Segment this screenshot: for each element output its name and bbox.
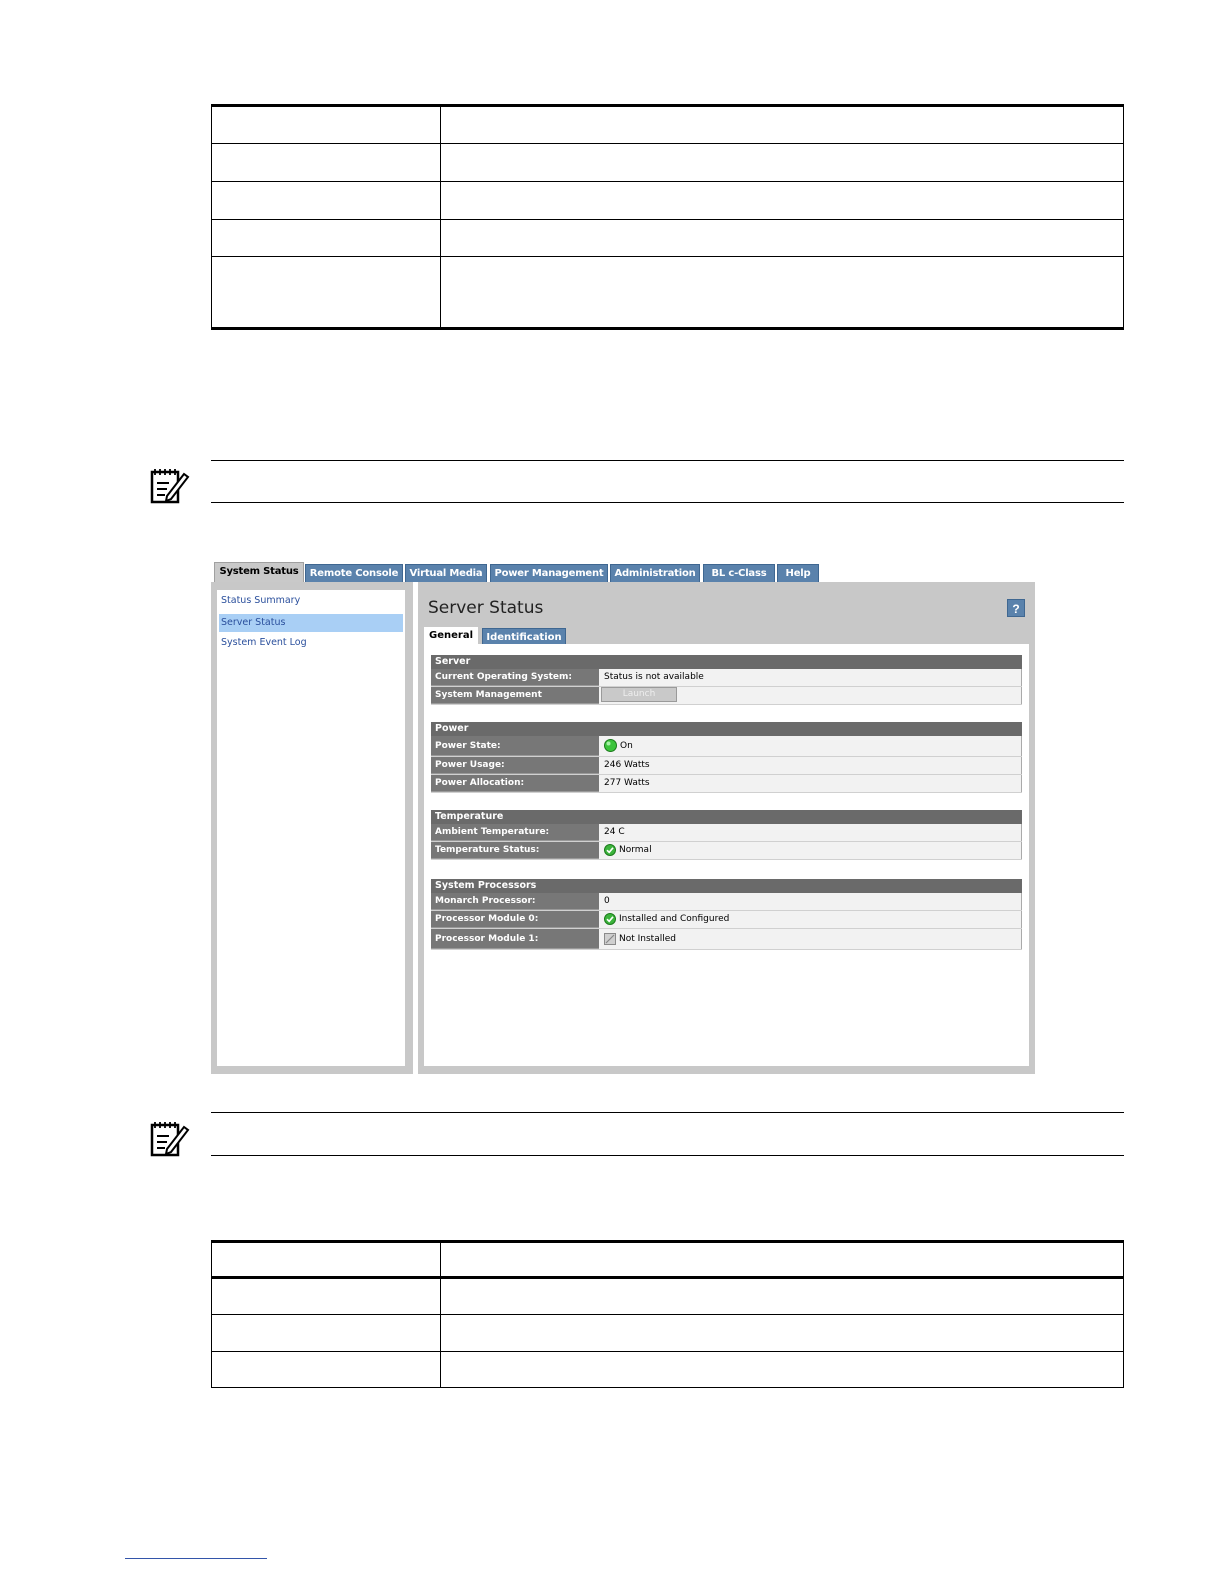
row-label: Temperature Status: <box>431 842 599 859</box>
table-row <box>431 893 1022 911</box>
main-panel <box>418 582 1035 1074</box>
status-content <box>424 644 1029 1066</box>
temperature-status-value: Normal <box>619 845 652 855</box>
processor-0-value: Installed and Configured <box>619 914 730 924</box>
table-row <box>431 757 1022 775</box>
row-label: System Management Homepage: <box>431 687 599 704</box>
tab-remote-console[interactable]: Remote Console <box>305 564 403 582</box>
note-rule-bottom <box>211 502 1124 503</box>
section-header: Temperature <box>431 810 1022 824</box>
table-row <box>212 182 1124 220</box>
row-value: 24 C <box>599 824 1022 841</box>
table-row <box>212 1352 1124 1388</box>
tab-virtual-media[interactable]: Virtual Media <box>405 564 487 582</box>
section-header: Server <box>431 655 1022 669</box>
row-value <box>599 842 1022 859</box>
note-rule-bottom <box>211 1155 1124 1156</box>
row-value <box>599 911 1022 928</box>
row-value <box>599 736 1022 756</box>
table-row <box>431 775 1022 793</box>
section-header: Power <box>431 722 1022 736</box>
check-icon <box>604 844 616 856</box>
not-installed-icon <box>604 933 616 945</box>
table-row <box>431 842 1022 860</box>
row-label: Current Operating System: <box>431 669 599 686</box>
power-on-icon <box>604 739 617 752</box>
row-value <box>599 929 1022 949</box>
footer-link-underline <box>125 1558 267 1559</box>
row-value <box>599 687 1022 704</box>
launch-button[interactable]: Launch <box>601 687 677 702</box>
tab-help[interactable]: Help <box>777 564 819 582</box>
left-nav-list <box>217 590 405 1066</box>
server-section <box>431 655 1022 717</box>
table-row <box>431 824 1022 842</box>
table-row <box>212 1242 1124 1278</box>
row-label: Monarch Processor: <box>431 893 599 910</box>
row-label: Ambient Temperature: <box>431 824 599 841</box>
table-row <box>212 106 1124 144</box>
tab-general[interactable]: General <box>424 627 478 645</box>
note-icon <box>150 466 190 506</box>
server-status-screenshot <box>211 560 1035 1075</box>
table-row <box>431 687 1022 717</box>
nav-system-event-log[interactable]: System Event Log <box>221 637 307 648</box>
row-label: Processor Module 0: <box>431 911 599 928</box>
power-section <box>431 722 1022 793</box>
note-icon <box>150 1119 190 1159</box>
table-row <box>212 257 1124 329</box>
row-label: Power Usage: <box>431 757 599 774</box>
table-row <box>212 220 1124 257</box>
check-icon <box>604 913 616 925</box>
row-label: Power Allocation: <box>431 775 599 792</box>
tab-power-management[interactable]: Power Management <box>490 564 608 582</box>
row-value: 277 Watts <box>599 775 1022 792</box>
table-row <box>431 736 1022 757</box>
row-value: 0 <box>599 893 1022 910</box>
left-nav-panel <box>211 582 413 1074</box>
top-table <box>211 104 1124 330</box>
row-label: Power State: <box>431 736 599 756</box>
table-row <box>212 144 1124 182</box>
table-row <box>212 1315 1124 1352</box>
note-rule-top <box>211 1112 1124 1113</box>
processor-1-value: Not Installed <box>619 934 676 944</box>
row-value: Status is not available <box>599 669 1022 686</box>
tab-bl-c-class[interactable]: BL c-Class <box>703 564 775 582</box>
page-title: Server Status <box>428 598 544 618</box>
nav-status-summary[interactable]: Status Summary <box>221 595 301 606</box>
table-row <box>212 1278 1124 1315</box>
table-row <box>431 911 1022 929</box>
temperature-section <box>431 810 1022 860</box>
processors-section <box>431 879 1022 950</box>
tab-identification[interactable]: Identification <box>482 628 566 645</box>
section-header: System Processors <box>431 879 1022 893</box>
power-state-value: On <box>620 741 633 751</box>
bottom-table <box>211 1240 1124 1388</box>
row-label: Processor Module 1: <box>431 929 599 949</box>
tab-administration[interactable]: Administration <box>610 564 700 582</box>
table-row <box>431 929 1022 950</box>
note-rule-top <box>211 460 1124 461</box>
help-button[interactable]: ? <box>1007 599 1025 617</box>
row-value: 246 Watts <box>599 757 1022 774</box>
nav-server-status[interactable]: Server Status <box>219 614 403 632</box>
tab-system-status[interactable]: System Status <box>214 562 304 584</box>
table-row <box>431 669 1022 687</box>
